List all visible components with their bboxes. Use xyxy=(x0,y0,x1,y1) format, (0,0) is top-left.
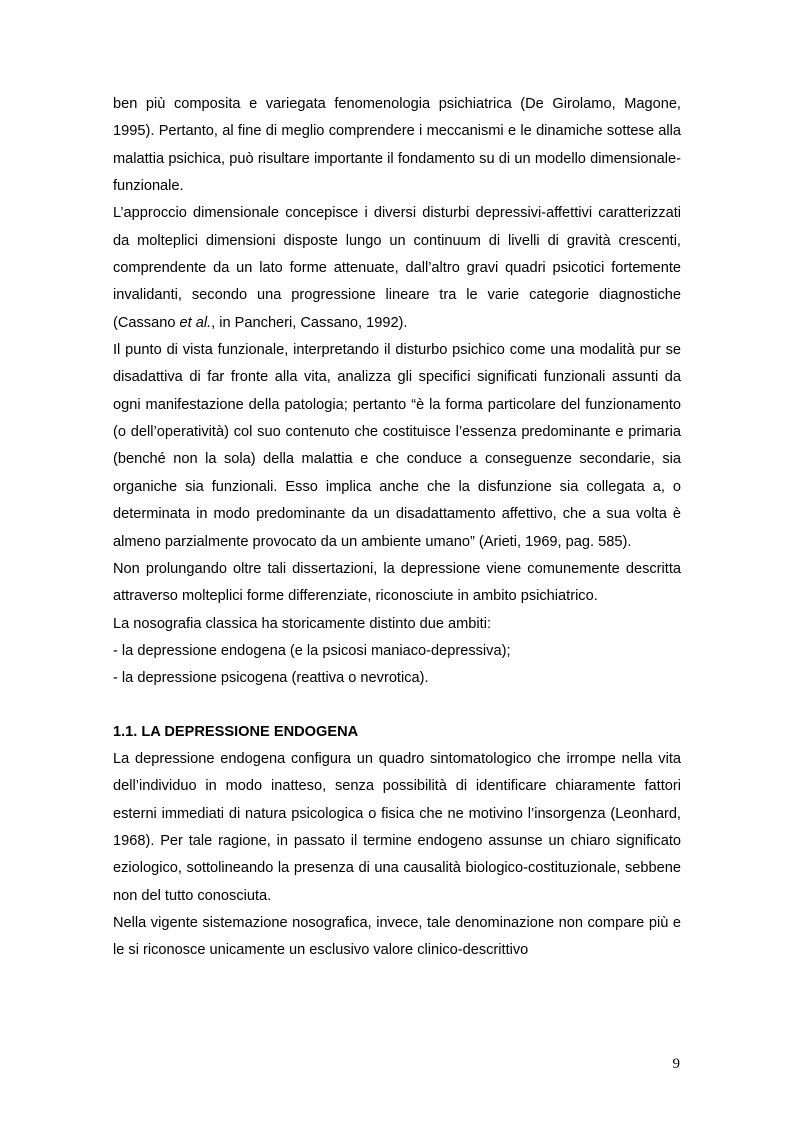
section-heading: 1.1. LA DEPRESSIONE ENDOGENA xyxy=(113,723,359,740)
section-paragraph-1: La depressione endogena configura un quadro sintomatologico che irrompe nella vita dell’individuo in modo inatteso, senza possibilità di identificare chiaramente fattori esterni immediati di natura psicologica o fisica che ne motivino l’insorgenza (Leonhard, 1968). Per tale ragione, in passato il termine endogeno assunse un chiaro significato eziologico, sottolineando la presenza di una causalità biologico-costituzionale, sebbene non del tutto conosciuta. xyxy=(113,750,681,904)
list-item: - la depressione psicogena (reattiva o nevrotica). xyxy=(113,670,429,687)
paragraph-2-italic: et al. xyxy=(179,314,212,331)
body-text xyxy=(113,91,681,965)
section-paragraph-2: Nella vigente sistemazione nosografica, invece, tale denominazione non compare più e le si riconosce unicamente un esclusivo valore clinico-descrittivo xyxy=(113,914,681,959)
paragraph-4: Non prolungando oltre tali dissertazioni, la depressione viene comunemente descritta attraverso molteplici forme differenziate, riconosciute in ambito psichiatrico. xyxy=(113,560,681,605)
paragraph-1: ben più composita e variegata fenomenologia psichiatrica (De Girolamo, Magone, 1995). Pertanto, al fine di meglio comprendere i meccanismi e le dinamiche sottese alla malattia psichica, può risultare importante il fondamento su di un modello dimensionale-funzionale. xyxy=(113,96,681,195)
paragraph-5: La nosografia classica ha storicamente distinto due ambiti: xyxy=(113,615,492,632)
paragraph-2 xyxy=(113,200,681,337)
list-item: - la depressione endogena (e la psicosi maniaco-depressiva); xyxy=(113,642,511,659)
paragraph-2-text: L’approccio dimensionale concepisce i diversi disturbi depressivi-affettivi caratterizzati da molteplici dimensioni disposte lungo un continuum di livelli di gravità crescenti, comprendente da un lato forme attenuate, dall’altro gravi quadri psicotici fortemente invalidanti, secondo una progressione lineare tra le varie categorie diagnostiche (Cassano xyxy=(113,205,681,331)
paragraph-2-tail: , in Pancheri, Cassano, 1992). xyxy=(211,314,408,331)
paragraph-3: Il punto di vista funzionale, interpretando il disturbo psichico come una modalità pur se disadattiva di far fronte alla vita, analizza gli specifici significati funzionali assunti da ogni manifestazione della patologia; pertanto “è la forma particolare del funzionamento (o dell’operatività) col suo contenuto che costituisce l’essenza predominante e primaria (benché non la sola) della malattia e che conduce a conseguenze secondarie, sia organiche sia funzionali. Esso implica anche che la disfunzione sia collegata a, o determinata in modo predominante da un disadattamento affettivo, che a sua volta è almeno parzialmente provocato da un ambiente umano” (Arieti, 1969, pag. 585). xyxy=(113,342,681,550)
page-number: 9 xyxy=(672,1056,680,1072)
